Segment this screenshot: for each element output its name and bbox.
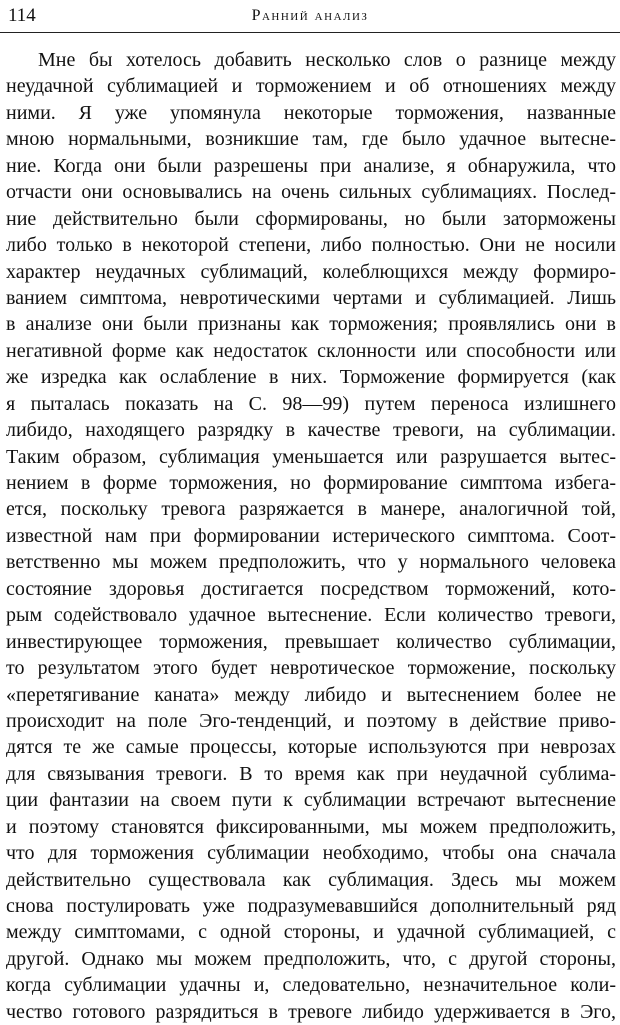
text-line: рым содействовало удачное вытеснение. Если количество тревоги, <box>6 604 616 627</box>
text-line: ется, поскольку тревога разряжается в манере, аналогичной той, <box>6 498 616 521</box>
text-line: ции фантазии на своем пути к сублимации встречают вытеснение <box>6 789 616 812</box>
text-line: состояние здоровья достигается посредством торможений, кото- <box>6 577 616 600</box>
text-line: отчасти они основывались на очень сильных сублимациях. Послед- <box>6 181 616 204</box>
text-line: снова постулировать уже подразумевавшийся дополнительный ряд <box>6 895 616 917</box>
text-line: инвестирующее торможения, превышает количество сублимации, <box>6 630 616 653</box>
text-line: то результатом этого будет невротическое торможение, поскольку <box>6 657 616 680</box>
text-line: нением в форме торможения, но формирование симптома избега- <box>6 472 616 494</box>
text-line: либо только в некоторой степени, либо полностью. Они не носили <box>6 234 616 257</box>
text-line: в анализе они были признаны как торможения; проявлялись они в <box>6 313 616 336</box>
text-line: когда сублимации удачны и, следовательно, незначительное коли- <box>6 974 616 997</box>
text-line: ванием симптома, невротическими чертами и сублимацией. Лишь <box>6 286 616 309</box>
text-line: негативной форме как недостаток склонности или способности или <box>6 339 616 362</box>
text-line: я пыталась показать на С. 98—99) путем переноса излишнего <box>6 392 616 415</box>
text-line: что для торможения сублимации необходимо, чтобы она сначала <box>6 842 616 865</box>
text-line: Таким образом, сублимация уменьшается или разрушается вытес- <box>6 445 616 468</box>
text-line: действительно существовала как сублимация. Здесь мы можем <box>6 868 616 891</box>
text-line: для связывания тревоги. В то время как при неудачной сублима- <box>6 762 616 785</box>
page-number: 114 <box>8 5 36 26</box>
text-line: происходит на поле Эго-тенденций, и поэтому в действие приво- <box>6 709 616 732</box>
text-line: либидо, находящего разрядку в качестве тревоги, на сублимации. <box>6 419 616 442</box>
text-line: же изредка как ослабление в них. Торможение формируется (как <box>6 366 616 389</box>
text-line: неудачной сублимацией и торможением и об отношениях между <box>6 75 616 98</box>
text-line: ветственно мы можем предположить, что у нормального человека <box>6 551 616 574</box>
text-line: ними. Я уже упомянула некоторые торможения, названные <box>6 101 616 124</box>
text-line: «перетягивание каната» между либидо и вытеснением более не <box>6 683 616 706</box>
text-line: другой. Однако мы можем предположить, что, с другой стороны, <box>6 947 616 970</box>
text-line: мною нормальными, возникшие там, где было удачное вытесне- <box>6 128 616 151</box>
text-line: и поэтому становятся фиксированными, мы можем предположить, <box>6 815 616 838</box>
text-line: между симптомами, с одной стороны, и удачной сублимацией, с <box>6 921 616 944</box>
text-line: ние действительно были сформированы, но были заторможены <box>6 207 616 230</box>
running-head: Ранний анализ <box>251 7 369 24</box>
body-text <box>6 47 616 1025</box>
text-line: известной нам при формировании истерического симптома. Соот- <box>6 524 616 547</box>
text-line: Мне бы хотелось добавить несколько слов о разнице между <box>38 49 616 71</box>
text-line: ние. Когда они были разрешены при анализе, я обнаружила, что <box>6 154 616 177</box>
page-header <box>0 0 620 40</box>
text-line: чество готового разрядиться в тревоге либидо удерживается в Эго, <box>6 1000 616 1023</box>
header-rule <box>0 32 620 33</box>
text-line: дятся те же самые процессы, которые используются при неврозах <box>6 736 616 759</box>
text-line: характер неудачных сублимаций, колеблющихся между формиро- <box>6 260 616 283</box>
